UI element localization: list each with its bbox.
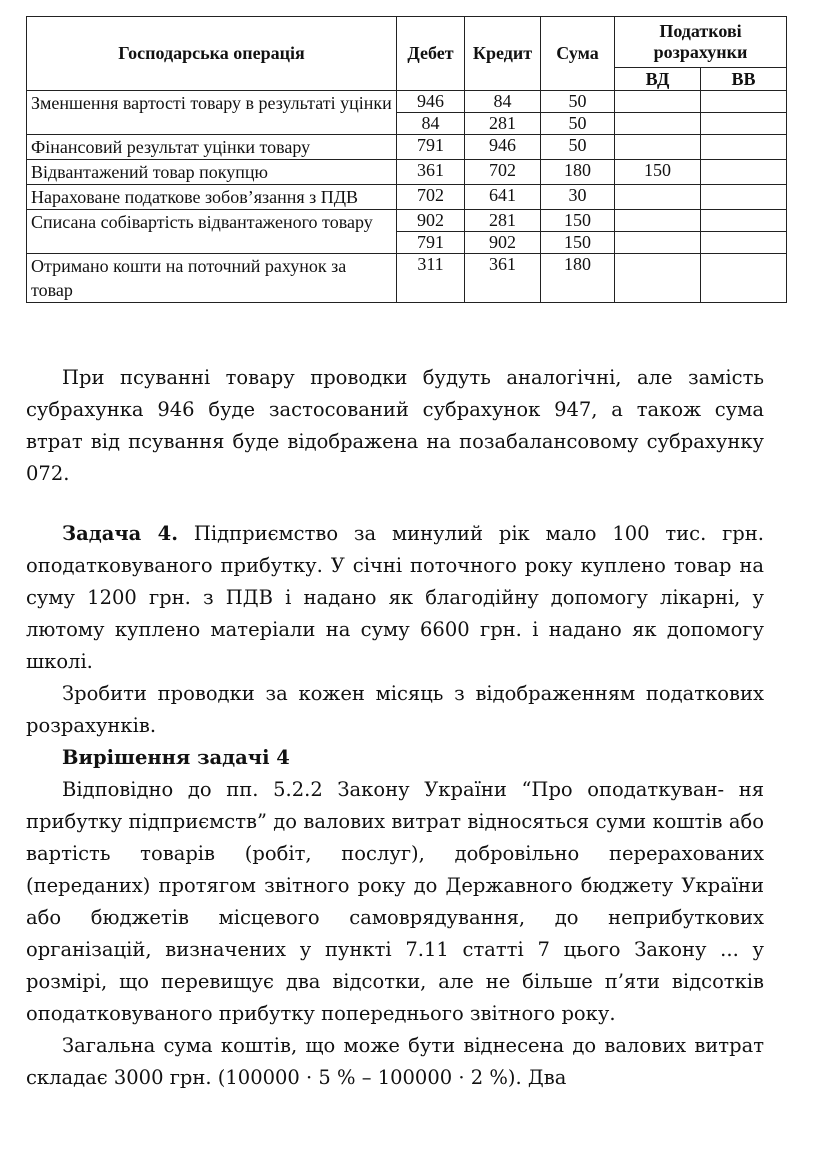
sum-cell: 50 [541, 135, 615, 160]
table-row [27, 91, 787, 113]
vv-cell [701, 254, 787, 303]
table-row [27, 135, 787, 160]
vv-cell [701, 210, 787, 232]
credit-cell: 361 [465, 254, 541, 303]
credit-cell: 641 [465, 185, 541, 210]
vd-cell [615, 113, 701, 135]
header-operation: Господарська операція [27, 17, 397, 91]
debit-cell: 702 [397, 185, 465, 210]
vd-cell [615, 185, 701, 210]
table-row [27, 254, 787, 303]
solution-title: Вирішення задачі 4 [62, 746, 290, 769]
debit-cell: 946 [397, 91, 465, 113]
operation-cell: Отримано кошти на поточний рахунок за товар [27, 254, 397, 303]
body-text-top [26, 362, 764, 490]
vd-cell: 150 [615, 160, 701, 185]
credit-cell: 84 [465, 91, 541, 113]
debit-cell: 791 [397, 232, 465, 254]
accounting-entries-table [26, 16, 787, 303]
sum-cell: 150 [541, 210, 615, 232]
vv-cell [701, 160, 787, 185]
vv-cell [701, 232, 787, 254]
credit-cell: 702 [465, 160, 541, 185]
vv-cell [701, 113, 787, 135]
sum-cell: 150 [541, 232, 615, 254]
vv-cell [701, 185, 787, 210]
debit-cell: 84 [397, 113, 465, 135]
debit-cell: 902 [397, 210, 465, 232]
sum-cell: 180 [541, 254, 615, 303]
header-vd: ВД [615, 68, 701, 91]
operation-cell: Відвантажений товар покупцю [27, 160, 397, 185]
table-row [27, 210, 787, 232]
vv-cell [701, 91, 787, 113]
sum-cell: 180 [541, 160, 615, 185]
header-sum: Сума [541, 17, 615, 91]
task-text: Підприємство за минулий рік мало 100 тис. грн. оподатковуваного прибутку. У січні поточного року куплено товар на суму 1200 грн. з ПДВ і надано як благодійну допомогу лікарні, у лютому куплено матеріали на суму 6600 грн. і надано як допомогу школі. [26, 522, 764, 673]
task-title: Задача 4. [62, 522, 179, 545]
vd-cell [615, 210, 701, 232]
credit-cell: 281 [465, 210, 541, 232]
paragraph-spoilage: При псуванні товару проводки будуть аналогічні, але замість субрахунка 946 буде застосований субрахунок 947, а також сума втрат від псування буде відображена на позабалансовому субрахунку 072. [26, 366, 764, 485]
vd-cell [615, 135, 701, 160]
header-credit: Кредит [465, 17, 541, 91]
vd-cell [615, 254, 701, 303]
header-tax-calculations: Податкові розрахунки [615, 17, 787, 68]
operation-cell: Зменшення вартості товару в результаті уцінки [27, 91, 397, 135]
operation-cell: Списана собівартість відвантаженого товару [27, 210, 397, 254]
credit-cell: 902 [465, 232, 541, 254]
credit-cell: 281 [465, 113, 541, 135]
header-vv: ВВ [701, 68, 787, 91]
solution-paragraph-1: Відповідно до пп. 5.2.2 Закону України “Про оподаткуван- ня прибутку підприємств” до валових витрат відносяться суми коштів або вартість товарів (робіт, послуг), добровільно перерахованих (переданих) протягом звітного року до Державного бюджету України або бюджетів місцевого самоврядування, до неприбуткових організацій, визначених у пункті 7.11 статті 7 цього Закону ... у розмірі, що перевищує два відсотки, але не більше п’яти відсотків оподатковуваного прибутку попереднього звітного року. [26, 778, 764, 1025]
header-debit: Дебет [397, 17, 465, 91]
body-text-main [26, 518, 764, 1094]
sum-cell: 50 [541, 91, 615, 113]
task-paragraph [26, 518, 764, 678]
table-row [27, 160, 787, 185]
solution-paragraph-2: Загальна сума коштів, що може бути віднесена до валових витрат складає 3000 грн. (100000 · 5 % – 100000 · 2 %). Два [26, 1034, 764, 1089]
vd-cell [615, 91, 701, 113]
task-instruction: Зробити проводки за кожен місяць з відображенням податкових розрахунків. [26, 682, 764, 737]
table-row [27, 185, 787, 210]
debit-cell: 361 [397, 160, 465, 185]
vd-cell [615, 232, 701, 254]
sum-cell: 30 [541, 185, 615, 210]
vv-cell [701, 135, 787, 160]
debit-cell: 311 [397, 254, 465, 303]
sum-cell: 50 [541, 113, 615, 135]
operation-cell: Фінансовий результат уцінки товару [27, 135, 397, 160]
operation-cell: Нараховане податкове зобов’язання з ПДВ [27, 185, 397, 210]
credit-cell: 946 [465, 135, 541, 160]
debit-cell: 791 [397, 135, 465, 160]
